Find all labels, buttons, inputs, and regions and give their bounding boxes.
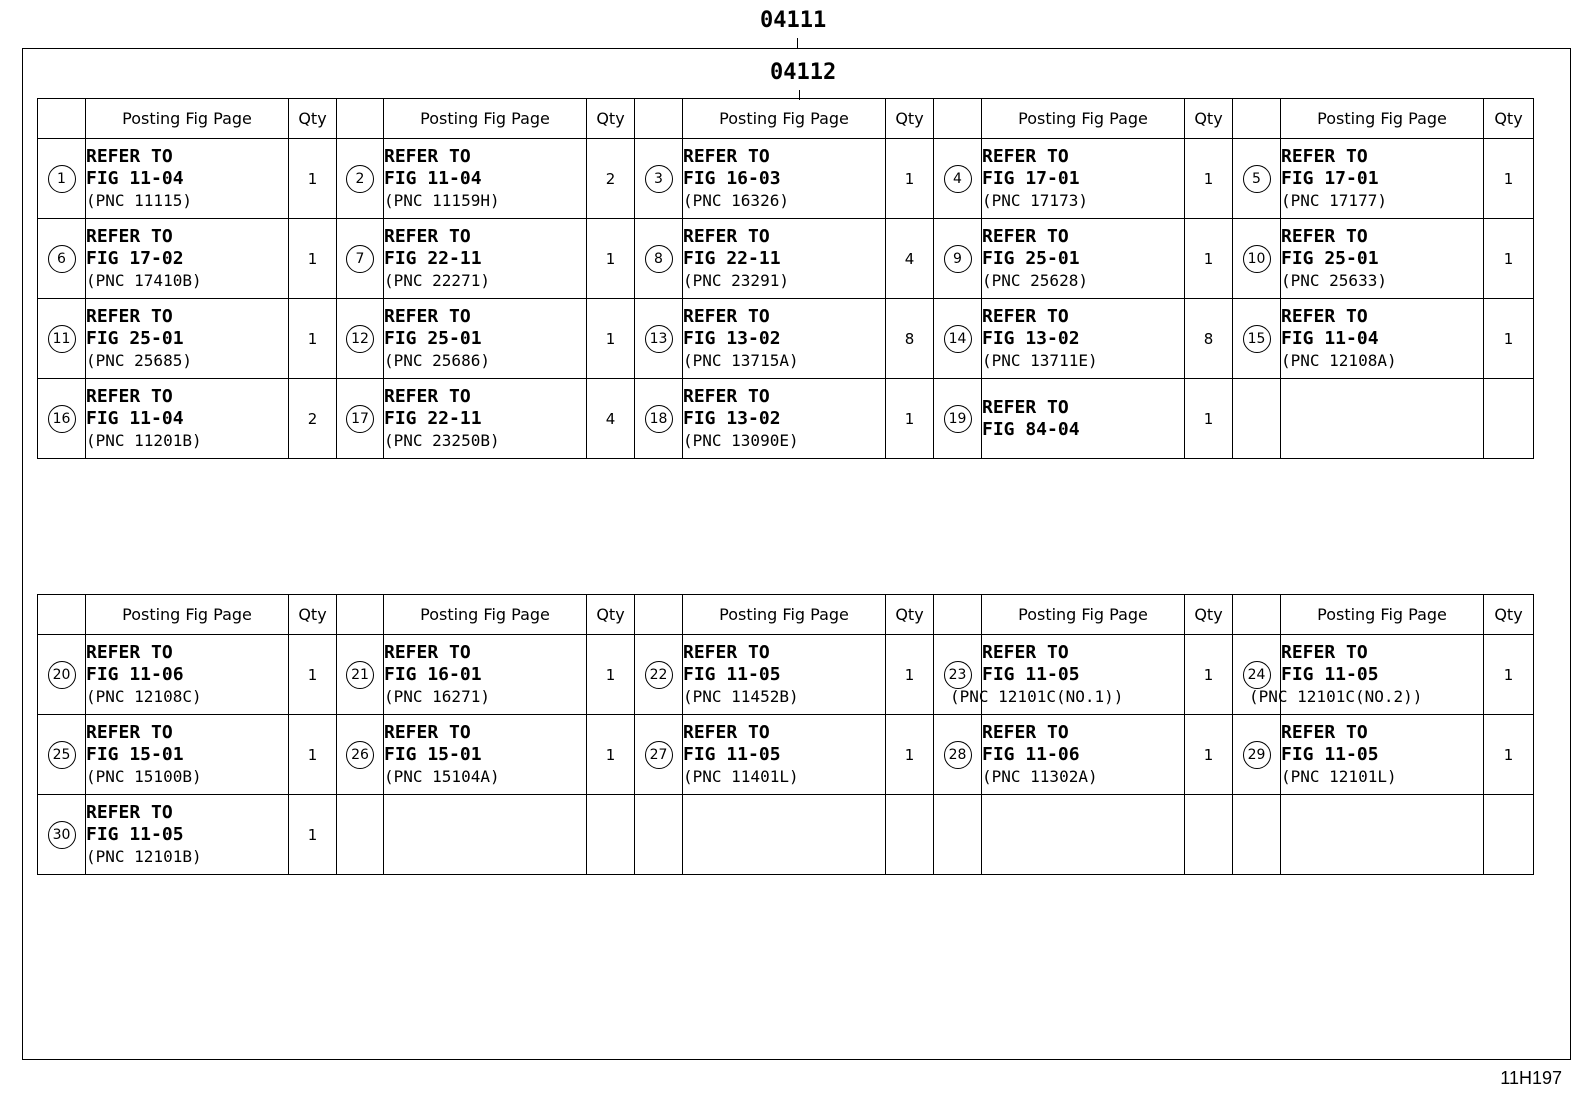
- table-row: [38, 219, 1534, 299]
- refer-to-text: REFER TO: [982, 225, 1069, 247]
- qty-cell: 1: [1185, 219, 1233, 299]
- refer-to-text: REFER TO: [683, 721, 770, 743]
- table-row: [38, 299, 1534, 379]
- item-number-cell: [337, 795, 384, 875]
- pnc-reference: (PNC 25633): [1281, 270, 1387, 290]
- item-number: 16: [48, 405, 76, 433]
- fig-reference: FIG 11-04: [86, 407, 184, 429]
- header-qty: Qty: [289, 99, 337, 139]
- pnc-reference: (PNC 12108C): [86, 686, 202, 706]
- item-number-cell: [635, 715, 683, 795]
- item-number-cell: [635, 379, 683, 459]
- qty-cell: 8: [1185, 299, 1233, 379]
- refer-to-text: REFER TO: [683, 305, 770, 327]
- header-posting: Posting Fig Page: [1281, 99, 1484, 139]
- reference-cell: [982, 715, 1185, 795]
- header-num-cell: [38, 99, 86, 139]
- fig-reference: FIG 11-04: [384, 167, 482, 189]
- pnc-reference: (PNC 11159H): [384, 190, 500, 210]
- pnc-reference: (PNC 13715A): [683, 350, 799, 370]
- fig-reference: FIG 11-05: [982, 663, 1080, 685]
- item-number: 8: [645, 245, 673, 273]
- reference-cell: [86, 795, 289, 875]
- item-number-cell: [337, 715, 384, 795]
- item-number: 12: [346, 325, 374, 353]
- header-qty: Qty: [886, 99, 934, 139]
- qty-cell: 2: [587, 139, 635, 219]
- table-row: [38, 715, 1534, 795]
- item-number: 21: [346, 661, 374, 689]
- refer-to-text: REFER TO: [86, 801, 173, 823]
- item-number-cell: [934, 299, 982, 379]
- qty-cell: 1: [289, 635, 337, 715]
- qty-cell: 1: [886, 379, 934, 459]
- refer-to-text: REFER TO: [384, 145, 471, 167]
- reference-cell: [982, 795, 1185, 875]
- reference-cell: [683, 299, 886, 379]
- item-number: 30: [48, 821, 76, 849]
- fig-reference: FIG 13-02: [982, 327, 1080, 349]
- refer-to-text: REFER TO: [982, 305, 1069, 327]
- header-qty: Qty: [289, 595, 337, 635]
- pnc-reference: (PNC 25686): [384, 350, 490, 370]
- refer-to-text: REFER TO: [982, 721, 1069, 743]
- reference-cell: [1281, 219, 1484, 299]
- refer-to-text: REFER TO: [384, 305, 471, 327]
- qty-cell: 1: [289, 795, 337, 875]
- header-posting: Posting Fig Page: [384, 99, 587, 139]
- fig-reference: FIG 17-02: [86, 247, 184, 269]
- pnc-reference: (PNC 16326): [683, 190, 789, 210]
- item-number: 20: [48, 661, 76, 689]
- fig-reference: FIG 11-04: [86, 167, 184, 189]
- item-number-cell: [1233, 379, 1281, 459]
- pnc-reference: (PNC 11302A): [982, 766, 1098, 786]
- header-posting: Posting Fig Page: [683, 595, 886, 635]
- header-num-cell: [1233, 595, 1281, 635]
- item-number: 13: [645, 325, 673, 353]
- item-number: 28: [944, 741, 972, 769]
- item-number: 4: [944, 165, 972, 193]
- fig-reference: FIG 22-11: [683, 247, 781, 269]
- item-number-cell: [635, 299, 683, 379]
- header-posting: Posting Fig Page: [982, 595, 1185, 635]
- reference-cell: [384, 139, 587, 219]
- item-number-cell: [38, 379, 86, 459]
- refer-to-text: REFER TO: [384, 721, 471, 743]
- pnc-reference: (PNC 25628): [982, 270, 1088, 290]
- qty-cell: [587, 795, 635, 875]
- refer-to-text: REFER TO: [982, 396, 1069, 418]
- item-number-cell: [934, 379, 982, 459]
- reference-cell: [683, 219, 886, 299]
- refer-to-text: REFER TO: [384, 641, 471, 663]
- item-number: 15: [1243, 325, 1271, 353]
- refer-to-text: REFER TO: [982, 641, 1069, 663]
- fig-reference: FIG 11-06: [86, 663, 184, 685]
- fig-reference: FIG 16-01: [384, 663, 482, 685]
- figure-code: 11H197: [1500, 1068, 1562, 1088]
- item-number-cell: [38, 795, 86, 875]
- qty-cell: [1185, 795, 1233, 875]
- qty-cell: 1: [1484, 219, 1534, 299]
- fig-reference: FIG 13-02: [683, 407, 781, 429]
- reference-cell: [384, 379, 587, 459]
- fig-reference: FIG 15-01: [86, 743, 184, 765]
- header-posting: Posting Fig Page: [384, 595, 587, 635]
- refer-to-text: REFER TO: [86, 641, 173, 663]
- qty-cell: 1: [1484, 139, 1534, 219]
- item-number: 25: [48, 741, 76, 769]
- item-number-cell: [934, 715, 982, 795]
- fig-reference: FIG 11-05: [1281, 743, 1379, 765]
- qty-cell: 1: [1484, 635, 1534, 715]
- item-number-cell: [1233, 715, 1281, 795]
- item-number: 2: [346, 165, 374, 193]
- pnc-reference: (PNC 11401L): [683, 766, 799, 786]
- refer-to-text: REFER TO: [384, 225, 471, 247]
- reference-cell: [982, 219, 1185, 299]
- fig-reference: FIG 17-01: [1281, 167, 1379, 189]
- item-number: 22: [645, 661, 673, 689]
- refer-to-text: REFER TO: [384, 385, 471, 407]
- header-num-cell: [635, 99, 683, 139]
- pnc-reference: (PNC 12108A): [1281, 350, 1397, 370]
- item-number: 10: [1243, 245, 1271, 273]
- qty-cell: 1: [1185, 635, 1233, 715]
- header-posting: Posting Fig Page: [86, 595, 289, 635]
- refer-to-text: REFER TO: [683, 641, 770, 663]
- reference-cell: [384, 715, 587, 795]
- reference-cell: [982, 379, 1185, 459]
- reference-cell: [1281, 715, 1484, 795]
- header-num-cell: [337, 595, 384, 635]
- qty-cell: 1: [289, 299, 337, 379]
- pnc-reference: (PNC 15104A): [384, 766, 500, 786]
- item-number-cell: [1233, 795, 1281, 875]
- fig-reference: FIG 17-01: [982, 167, 1080, 189]
- header-num-cell: [337, 99, 384, 139]
- header-posting: Posting Fig Page: [1281, 595, 1484, 635]
- fig-reference: FIG 11-04: [1281, 327, 1379, 349]
- pnc-reference: (PNC 25685): [86, 350, 192, 370]
- pnc-reference: (PNC 17173): [982, 190, 1088, 210]
- qty-cell: 1: [587, 635, 635, 715]
- item-number-cell: [337, 379, 384, 459]
- refer-to-text: REFER TO: [982, 145, 1069, 167]
- refer-to-text: REFER TO: [1281, 305, 1368, 327]
- header-posting: Posting Fig Page: [683, 99, 886, 139]
- pnc-reference: (PNC 13090E): [683, 430, 799, 450]
- assembly-code-top: 04111: [760, 8, 827, 33]
- item-number-cell: [1233, 219, 1281, 299]
- reference-cell: [384, 635, 587, 715]
- refer-to-text: REFER TO: [86, 305, 173, 327]
- pnc-reference: (PNC 13711E): [982, 350, 1098, 370]
- item-number: 9: [944, 245, 972, 273]
- qty-cell: 2: [289, 379, 337, 459]
- header-num-cell: [38, 595, 86, 635]
- reference-cell: [86, 379, 289, 459]
- reference-cell: [1281, 379, 1484, 459]
- item-number-cell: [1233, 299, 1281, 379]
- item-number: 17: [346, 405, 374, 433]
- fig-reference: FIG 11-06: [982, 743, 1080, 765]
- header-posting: Posting Fig Page: [982, 99, 1185, 139]
- item-number: 3: [645, 165, 673, 193]
- table-row: [38, 635, 1534, 715]
- header-qty: Qty: [587, 595, 635, 635]
- reference-cell: [683, 139, 886, 219]
- table-row: [38, 379, 1534, 459]
- item-number: 1: [48, 165, 76, 193]
- item-number: 5: [1243, 165, 1271, 193]
- fig-reference: FIG 22-11: [384, 407, 482, 429]
- item-number: 18: [645, 405, 673, 433]
- fig-reference: FIG 25-01: [86, 327, 184, 349]
- pnc-reference: (PNC 23250B): [384, 430, 500, 450]
- pnc-reference: (PNC 15100B): [86, 766, 202, 786]
- pnc-reference: (PNC 12101L): [1281, 766, 1397, 786]
- reference-cell: [384, 795, 587, 875]
- pnc-reference: (PNC 12101C(NO.1)): [950, 686, 1124, 706]
- header-qty: Qty: [1484, 99, 1534, 139]
- pnc-reference: (PNC 11452B): [683, 686, 799, 706]
- pnc-reference: (PNC 22271): [384, 270, 490, 290]
- qty-cell: 1: [886, 635, 934, 715]
- item-number-cell: [38, 635, 86, 715]
- reference-cell: [683, 715, 886, 795]
- refer-to-text: REFER TO: [86, 385, 173, 407]
- qty-cell: [1484, 795, 1534, 875]
- pnc-reference: (PNC 11201B): [86, 430, 202, 450]
- qty-cell: 1: [1185, 379, 1233, 459]
- item-number: 26: [346, 741, 374, 769]
- qty-cell: 1: [1185, 139, 1233, 219]
- reference-cell: [982, 299, 1185, 379]
- item-number: 19: [944, 405, 972, 433]
- fig-reference: FIG 11-05: [86, 823, 184, 845]
- item-number-cell: [635, 795, 683, 875]
- fig-reference: FIG 11-05: [683, 743, 781, 765]
- item-number-cell: [38, 715, 86, 795]
- item-number-cell: [38, 299, 86, 379]
- item-number: 14: [944, 325, 972, 353]
- qty-cell: [886, 795, 934, 875]
- fig-reference: FIG 15-01: [384, 743, 482, 765]
- qty-cell: 4: [587, 379, 635, 459]
- qty-cell: 1: [886, 139, 934, 219]
- qty-cell: 1: [886, 715, 934, 795]
- header-num-cell: [635, 595, 683, 635]
- header-qty: Qty: [886, 595, 934, 635]
- refer-to-text: REFER TO: [1281, 145, 1368, 167]
- item-number-cell: [38, 219, 86, 299]
- leader-line-top: [797, 38, 798, 48]
- reference-cell: [1281, 299, 1484, 379]
- item-number-cell: [934, 795, 982, 875]
- item-number-cell: [934, 219, 982, 299]
- reference-cell: [86, 715, 289, 795]
- qty-cell: 1: [1484, 299, 1534, 379]
- header-row: [38, 99, 1534, 139]
- header-qty: Qty: [1185, 595, 1233, 635]
- qty-cell: 1: [587, 715, 635, 795]
- fig-reference: FIG 16-03: [683, 167, 781, 189]
- qty-cell: 1: [587, 299, 635, 379]
- table-row: [38, 139, 1534, 219]
- item-number: 7: [346, 245, 374, 273]
- header-row: [38, 595, 1534, 635]
- fig-reference: FIG 11-05: [683, 663, 781, 685]
- reference-cell: [982, 139, 1185, 219]
- fig-reference: FIG 13-02: [683, 327, 781, 349]
- item-number-cell: [635, 139, 683, 219]
- item-number-cell: [635, 635, 683, 715]
- qty-cell: [1484, 379, 1534, 459]
- item-number: 23: [944, 661, 972, 689]
- fig-reference: FIG 25-01: [384, 327, 482, 349]
- fig-reference: FIG 25-01: [1281, 247, 1379, 269]
- qty-cell: 1: [587, 219, 635, 299]
- refer-to-text: REFER TO: [86, 145, 173, 167]
- refer-to-text: REFER TO: [86, 721, 173, 743]
- reference-table-1: [37, 98, 1534, 459]
- pnc-reference: (PNC 12101B): [86, 846, 202, 866]
- header-qty: Qty: [1484, 595, 1534, 635]
- header-qty: Qty: [1185, 99, 1233, 139]
- reference-cell: [683, 635, 886, 715]
- fig-reference: FIG 25-01: [982, 247, 1080, 269]
- refer-to-text: REFER TO: [683, 225, 770, 247]
- qty-cell: 1: [1185, 715, 1233, 795]
- refer-to-text: REFER TO: [1281, 225, 1368, 247]
- item-number-cell: [38, 139, 86, 219]
- pnc-reference: (PNC 17177): [1281, 190, 1387, 210]
- pnc-reference: (PNC 17410B): [86, 270, 202, 290]
- item-number-cell: [337, 635, 384, 715]
- item-number-cell: [337, 299, 384, 379]
- reference-cell: [384, 219, 587, 299]
- assembly-code-sub: 04112: [770, 60, 837, 85]
- reference-cell: [86, 219, 289, 299]
- item-number: 27: [645, 741, 673, 769]
- qty-cell: 1: [289, 219, 337, 299]
- reference-cell: [683, 795, 886, 875]
- item-number: 29: [1243, 741, 1271, 769]
- reference-cell: [1281, 139, 1484, 219]
- reference-cell: [86, 139, 289, 219]
- item-number: 11: [48, 325, 76, 353]
- header-num-cell: [934, 595, 982, 635]
- header-posting: Posting Fig Page: [86, 99, 289, 139]
- qty-cell: 4: [886, 219, 934, 299]
- refer-to-text: REFER TO: [1281, 721, 1368, 743]
- item-number: 24: [1243, 661, 1271, 689]
- reference-cell: [86, 635, 289, 715]
- fig-reference: FIG 22-11: [384, 247, 482, 269]
- pnc-reference: (PNC 23291): [683, 270, 789, 290]
- pnc-reference: (PNC 11115): [86, 190, 192, 210]
- reference-cell: [1281, 795, 1484, 875]
- qty-cell: 8: [886, 299, 934, 379]
- item-number: 6: [48, 245, 76, 273]
- pnc-reference: (PNC 16271): [384, 686, 490, 706]
- refer-to-text: REFER TO: [1281, 641, 1368, 663]
- item-number-cell: [1233, 139, 1281, 219]
- item-number-cell: [635, 219, 683, 299]
- refer-to-text: REFER TO: [683, 145, 770, 167]
- header-num-cell: [1233, 99, 1281, 139]
- qty-cell: 1: [289, 139, 337, 219]
- refer-to-text: REFER TO: [86, 225, 173, 247]
- header-num-cell: [934, 99, 982, 139]
- item-number-cell: [337, 139, 384, 219]
- reference-cell: [683, 379, 886, 459]
- reference-cell: [86, 299, 289, 379]
- header-qty: Qty: [587, 99, 635, 139]
- table-row: [38, 795, 1534, 875]
- qty-cell: 1: [289, 715, 337, 795]
- pnc-reference: (PNC 12101C(NO.2)): [1249, 686, 1423, 706]
- item-number-cell: [934, 139, 982, 219]
- refer-to-text: REFER TO: [683, 385, 770, 407]
- qty-cell: 1: [1484, 715, 1534, 795]
- fig-reference: FIG 84-04: [982, 418, 1080, 440]
- reference-cell: [384, 299, 587, 379]
- item-number-cell: [337, 219, 384, 299]
- reference-table-2: [37, 594, 1534, 875]
- fig-reference: FIG 11-05: [1281, 663, 1379, 685]
